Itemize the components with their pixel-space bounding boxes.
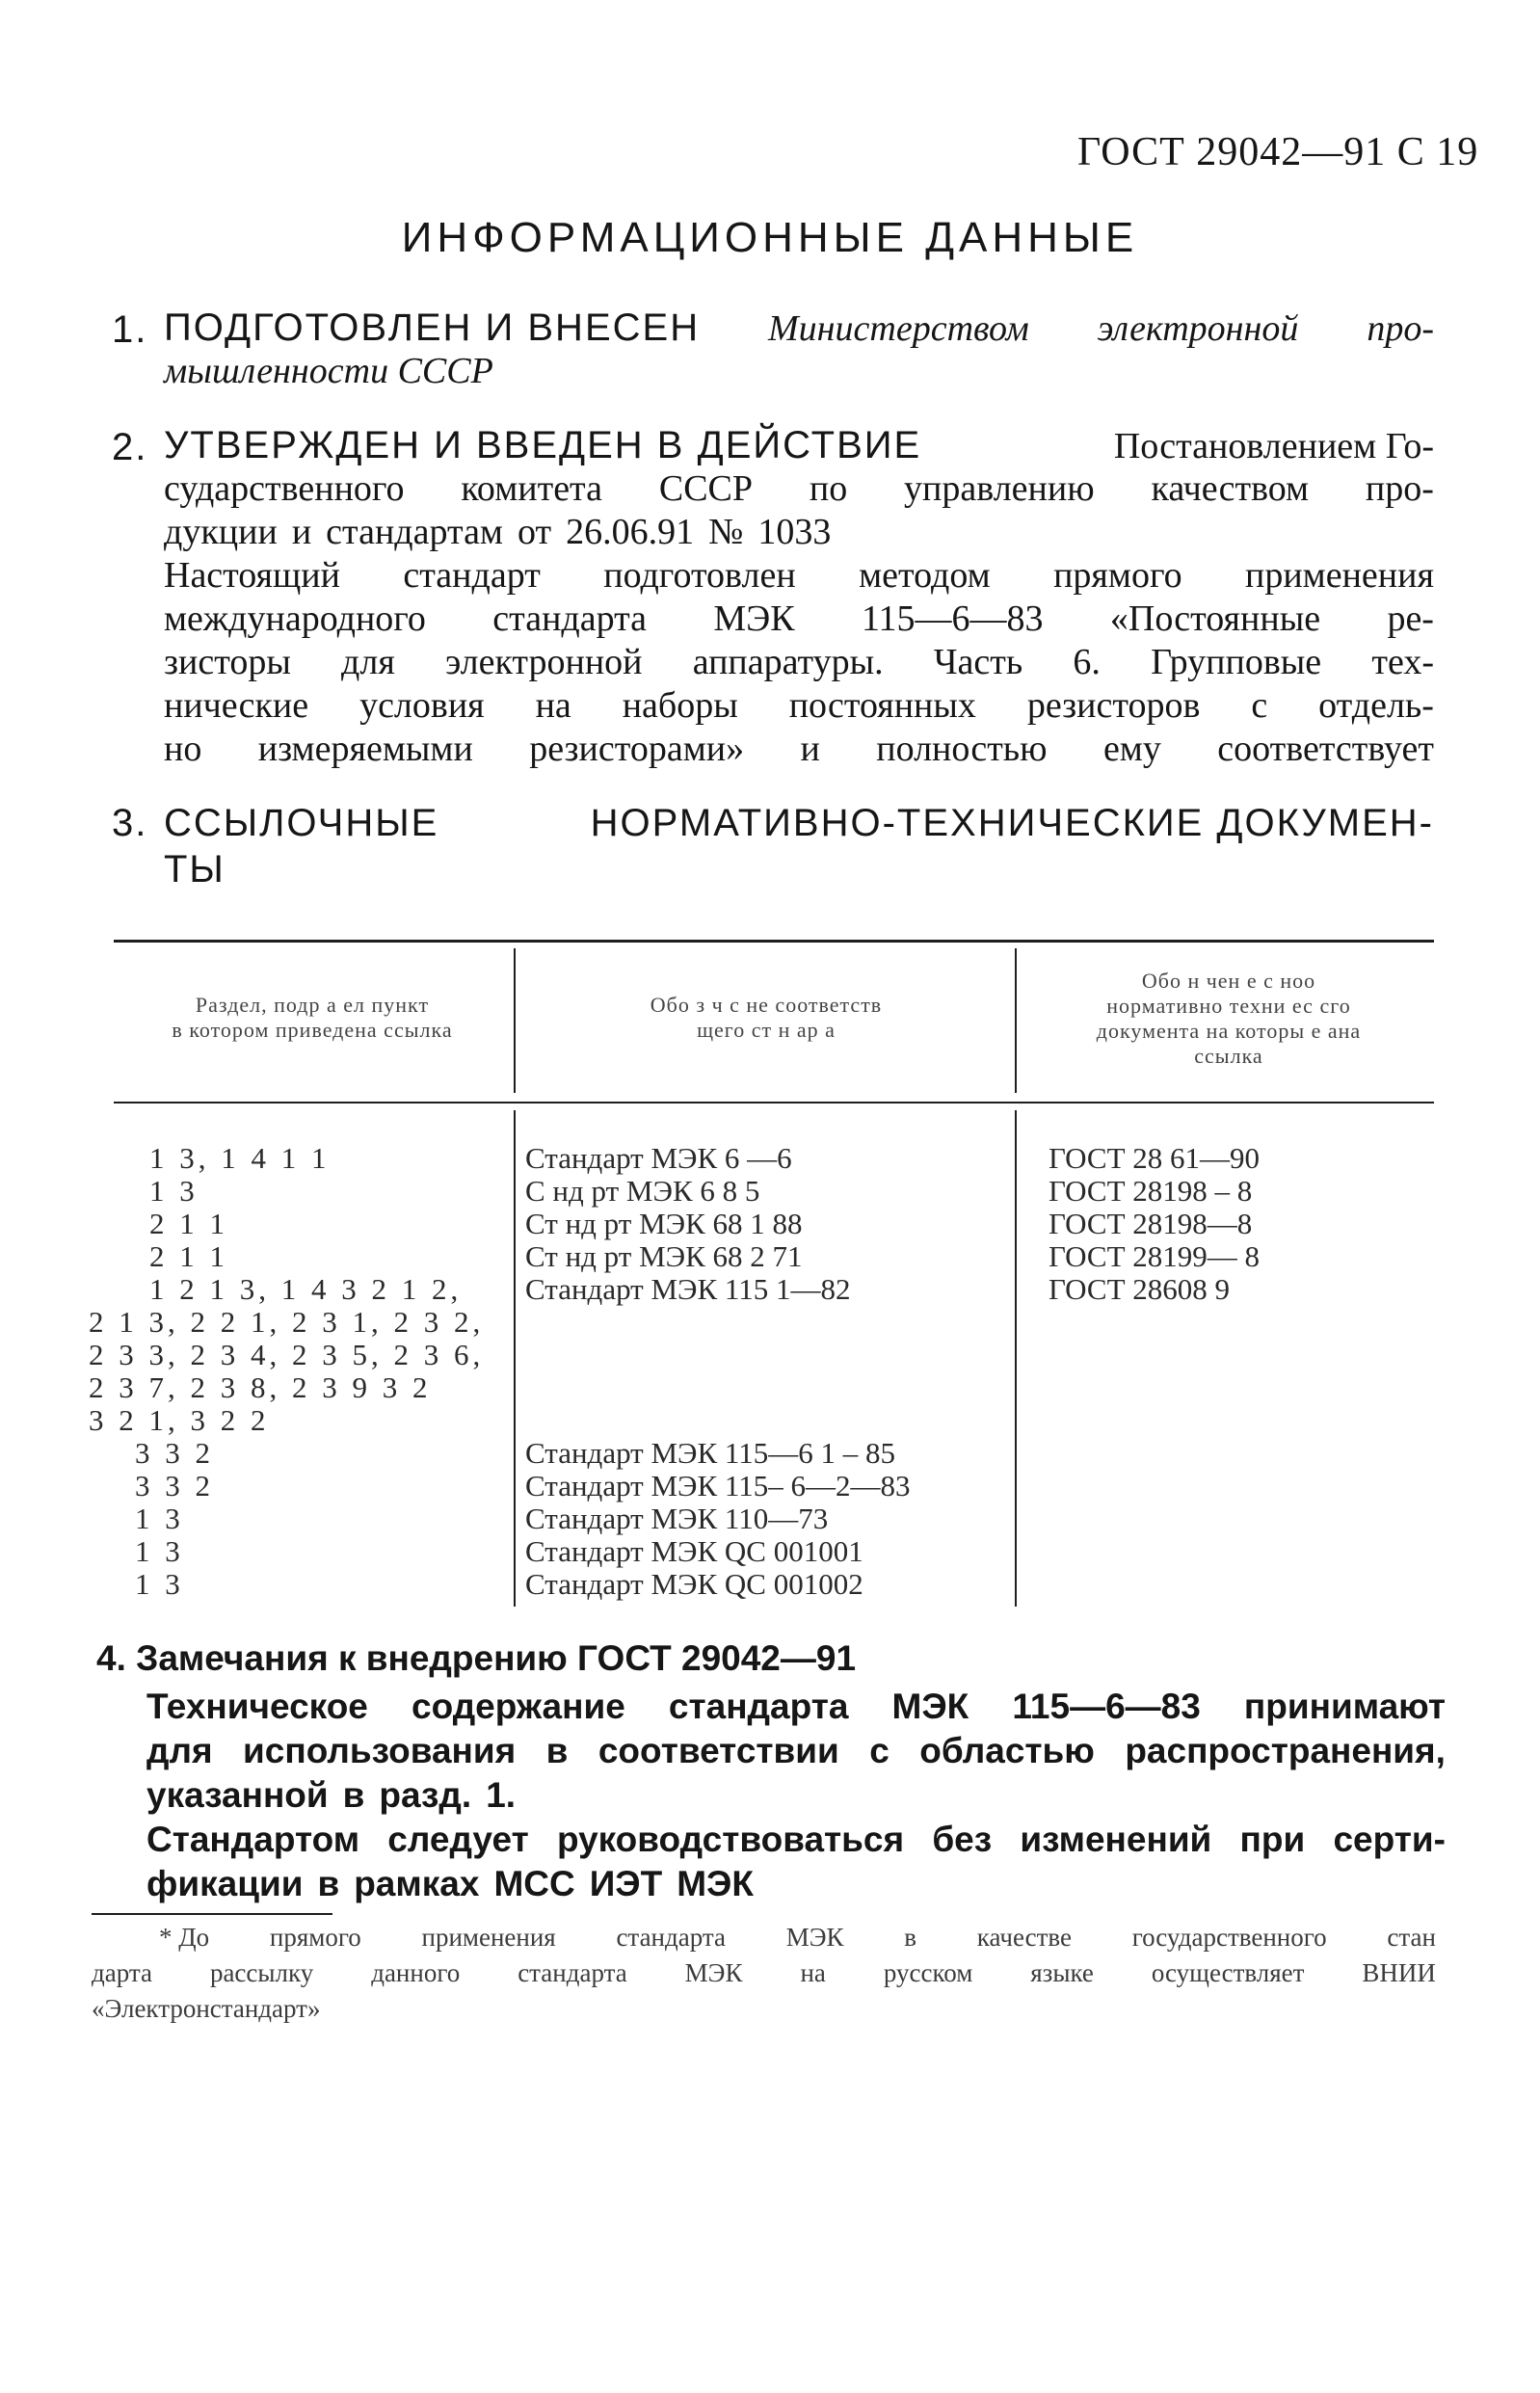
word: использования bbox=[243, 1731, 517, 1770]
word: МСС bbox=[493, 1864, 575, 1903]
word: для bbox=[341, 642, 395, 682]
word: данного bbox=[371, 1958, 461, 1987]
column-divider bbox=[1015, 1110, 1017, 1607]
table-cell: Стандарт МЭК 115—6 1 – 85 bbox=[525, 1436, 896, 1470]
section-heading bbox=[96, 1638, 1446, 1687]
word: МЭК bbox=[891, 1687, 969, 1726]
footnote-rule bbox=[92, 1913, 332, 1915]
word: 26.06.91 bbox=[566, 512, 695, 552]
word: следует bbox=[387, 1820, 529, 1859]
word: в bbox=[342, 1775, 365, 1815]
table-cell: Стандарт МЭК 110—73 bbox=[525, 1502, 829, 1535]
word: с bbox=[869, 1731, 889, 1770]
word: но bbox=[164, 729, 202, 769]
word: постоянных bbox=[788, 685, 976, 726]
word: 1. bbox=[486, 1775, 517, 1815]
text-line bbox=[146, 1864, 1446, 1908]
word: стандарт bbox=[403, 555, 541, 596]
word: разд. bbox=[379, 1775, 472, 1815]
word: 115—6—83 bbox=[1012, 1687, 1201, 1726]
word: распространения, bbox=[1125, 1731, 1446, 1770]
word: русском bbox=[883, 1958, 973, 1987]
word: международного bbox=[164, 598, 426, 639]
table-cell: 2 1 1 bbox=[149, 1207, 228, 1240]
table-cell: 1 3 bbox=[149, 1174, 199, 1208]
word: в bbox=[904, 1923, 917, 1952]
word: МЭК bbox=[785, 1923, 844, 1952]
table-cell: ГОСТ 28 61—90 bbox=[1049, 1141, 1261, 1175]
word: полностью bbox=[876, 729, 1048, 769]
document-title: ИНФОРМАЦИОННЫЕ ДАННЫЕ bbox=[401, 214, 1139, 261]
word: и bbox=[800, 729, 820, 769]
header-text: Раздел, подр а ел пункт bbox=[195, 993, 430, 1017]
header-text: Обо н чен е с ноо bbox=[1141, 969, 1316, 993]
text-line bbox=[146, 1820, 1446, 1864]
word: измеряемыми bbox=[257, 729, 473, 769]
table-cell: Стандарт МЭК 115– 6—2—83 bbox=[525, 1469, 911, 1502]
word: 1033 bbox=[757, 512, 832, 552]
word: без bbox=[932, 1820, 993, 1859]
footnote bbox=[92, 1923, 1436, 2030]
word: по bbox=[809, 468, 848, 509]
word: рамках bbox=[354, 1864, 480, 1903]
word: применения bbox=[421, 1923, 556, 1952]
word: рассылку bbox=[209, 1958, 314, 1987]
header-text: щего ст н ар а bbox=[697, 1018, 836, 1042]
table-cell: ГОСТ 28198—8 bbox=[1049, 1207, 1253, 1240]
word: Стандартом bbox=[146, 1820, 360, 1859]
word: стандарта bbox=[668, 1687, 849, 1726]
word: электронной bbox=[445, 642, 643, 682]
word: аппаратуры. bbox=[692, 642, 884, 682]
table-cell: Ст нд рт МЭК 68 2 71 bbox=[525, 1239, 803, 1273]
column-divider bbox=[1015, 948, 1017, 1093]
word: применения bbox=[1245, 555, 1434, 596]
word: Министерством bbox=[768, 308, 1029, 349]
word: резисторов bbox=[1026, 685, 1201, 726]
word: в bbox=[545, 1731, 569, 1770]
section-heading: ССЫЛОЧНЫЕ bbox=[164, 802, 439, 844]
table-cell: Стандарт МЭК QC 001002 bbox=[525, 1567, 863, 1601]
word: прямого bbox=[1053, 555, 1182, 596]
word: мышленности СССР bbox=[164, 351, 493, 391]
word: стандарта bbox=[492, 598, 648, 639]
section-heading: НОРМАТИВНО-ТЕХНИЧЕСКИЕ ДОКУМЕН- bbox=[590, 802, 1434, 844]
table-top-rule bbox=[114, 940, 1434, 943]
table-cell: Стандарт МЭК 115 1—82 bbox=[525, 1272, 851, 1306]
text-line bbox=[146, 1687, 1446, 1731]
word: резисторами» bbox=[529, 729, 745, 769]
word: стандарта bbox=[518, 1958, 627, 1987]
word: тех- bbox=[1371, 642, 1434, 682]
column-header-gost bbox=[1022, 969, 1436, 1069]
word: соответствует bbox=[1217, 729, 1434, 769]
word: в bbox=[317, 1864, 340, 1903]
word: на bbox=[535, 685, 571, 726]
word: дукции bbox=[164, 512, 278, 552]
header-text: документа на которы е ана bbox=[1096, 1019, 1362, 1043]
word: зисторы bbox=[164, 642, 291, 682]
word: ВНИИ bbox=[1362, 1958, 1436, 1987]
word: подготовлен bbox=[603, 555, 796, 596]
header-text: ссылка bbox=[1194, 1044, 1263, 1068]
word: стандарта bbox=[616, 1923, 726, 1952]
table-cell: ГОСТ 28199— 8 bbox=[1049, 1239, 1261, 1273]
word: отдель- bbox=[1318, 685, 1434, 726]
text-line bbox=[92, 1923, 1436, 1958]
word: Техническое bbox=[146, 1687, 368, 1726]
heading-text: 4. Замечания к внедрению ГОСТ 29042—91 bbox=[96, 1638, 857, 1678]
word: с bbox=[1251, 685, 1268, 726]
word: № bbox=[708, 512, 744, 552]
word: ему bbox=[1102, 729, 1161, 769]
word: дарта bbox=[92, 1958, 152, 1987]
word: руководствоваться bbox=[556, 1820, 905, 1859]
word: МЭК bbox=[713, 598, 795, 639]
word: про- bbox=[1365, 468, 1434, 509]
word: «Постоянные bbox=[1109, 598, 1321, 639]
word: изменений bbox=[1020, 1820, 1212, 1859]
table-cell: 2 1 3, 2 2 1, 2 3 1, 2 3 2, bbox=[89, 1305, 485, 1339]
text-line bbox=[146, 1775, 1446, 1820]
word: содержание bbox=[412, 1687, 625, 1726]
header-text: Обо з ч с не соответств bbox=[650, 993, 883, 1017]
word: стандартам bbox=[326, 512, 503, 552]
text-line bbox=[92, 1994, 1436, 2030]
word: МЭК bbox=[684, 1958, 743, 1987]
word: Групповые bbox=[1151, 642, 1322, 682]
word: нические bbox=[164, 685, 309, 726]
word: для bbox=[146, 1731, 213, 1770]
word: Часть bbox=[933, 642, 1023, 682]
running-head: ГОСТ 29042—91 С 19 bbox=[1077, 130, 1479, 174]
table-cell: 1 3 bbox=[135, 1567, 184, 1601]
word: на bbox=[800, 1958, 826, 1987]
word: фикации bbox=[146, 1864, 304, 1903]
column-header-iec-standard bbox=[520, 993, 1012, 1043]
table-cell: Стандарт МЭК 6 —6 bbox=[525, 1141, 792, 1175]
table-cell: ГОСТ 28608 9 bbox=[1049, 1272, 1231, 1306]
word: качестве bbox=[976, 1923, 1072, 1952]
section-heading: УТВЕРЖДЕН И ВВЕДЕН В ДЕЙСТВИЕ bbox=[164, 424, 922, 466]
word: управлению bbox=[904, 468, 1095, 509]
section-heading: ТЫ bbox=[164, 848, 226, 891]
word: языке bbox=[1030, 1958, 1094, 1987]
word: областью bbox=[919, 1731, 1095, 1770]
word: и bbox=[291, 512, 312, 552]
table-cell: 2 3 3, 2 3 4, 2 3 5, 2 3 6, bbox=[89, 1338, 485, 1371]
table-cell: 1 3, 1 4 1 1 bbox=[149, 1141, 331, 1175]
text-line bbox=[146, 1731, 1446, 1775]
word: осуществляет bbox=[1151, 1958, 1305, 1987]
section-number: 1. bbox=[112, 308, 148, 351]
table-cell: С нд рт МЭК 6 8 5 bbox=[525, 1174, 760, 1208]
column-divider bbox=[514, 1110, 516, 1607]
word: условия bbox=[359, 685, 485, 726]
word: Постановлением Го- bbox=[1113, 426, 1434, 466]
header-text: нормативно техни ес сго bbox=[1106, 994, 1351, 1018]
table-cell: 1 3 bbox=[135, 1502, 184, 1535]
word: сударственного bbox=[164, 468, 405, 509]
word: наборы bbox=[622, 685, 738, 726]
table-cell: 2 1 1 bbox=[149, 1239, 228, 1273]
word: качеством bbox=[1151, 468, 1310, 509]
word: электронной bbox=[1097, 308, 1299, 349]
word: принимают bbox=[1243, 1687, 1446, 1726]
word: Настоящий bbox=[164, 555, 340, 596]
word: серти- bbox=[1333, 1820, 1446, 1859]
table-cell: 2 3 7, 2 3 8, 2 3 9 3 2 bbox=[89, 1370, 432, 1404]
table-cell: 1 2 1 3, 1 4 3 2 1 2, bbox=[149, 1272, 463, 1306]
text-line bbox=[92, 1958, 1436, 1994]
section-4 bbox=[96, 1638, 1446, 1908]
word: 6. bbox=[1073, 642, 1101, 682]
table-cell: Стандарт МЭК QC 001001 bbox=[525, 1534, 863, 1568]
word: «Электронстандарт» bbox=[92, 1994, 321, 2023]
table-cell: Ст нд рт МЭК 68 1 88 bbox=[525, 1207, 803, 1240]
word: стан bbox=[1387, 1923, 1436, 1952]
word: СССР bbox=[658, 468, 754, 509]
word: ИЭТ bbox=[589, 1864, 663, 1903]
word: про- bbox=[1367, 308, 1434, 349]
table-header-rule bbox=[114, 1102, 1434, 1103]
column-divider bbox=[514, 948, 516, 1093]
word: при bbox=[1239, 1820, 1306, 1859]
header-text: в котором приведена ссылка bbox=[172, 1018, 453, 1042]
section-number: 2. bbox=[112, 426, 148, 468]
word: методом bbox=[859, 555, 991, 596]
table-cell: 3 3 2 bbox=[135, 1436, 214, 1470]
word: МЭК bbox=[677, 1864, 754, 1903]
word: государственного bbox=[1131, 1923, 1327, 1952]
section-number: 3. bbox=[112, 802, 148, 844]
word: соответствии bbox=[597, 1731, 839, 1770]
word: от bbox=[517, 512, 552, 552]
word: указанной bbox=[146, 1775, 329, 1815]
table-cell: 3 2 1, 3 2 2 bbox=[89, 1403, 270, 1437]
table-cell: 3 3 2 bbox=[135, 1469, 214, 1502]
word: * До bbox=[159, 1923, 210, 1952]
word: ре- bbox=[1387, 598, 1434, 639]
word: прямого bbox=[269, 1923, 361, 1952]
table-cell: 1 3 bbox=[135, 1534, 184, 1568]
section-heading: ПОДГОТОВЛЕН И ВНЕСЕН bbox=[164, 306, 701, 349]
table-cell: ГОСТ 28198 – 8 bbox=[1049, 1174, 1253, 1208]
word: комитета bbox=[461, 468, 602, 509]
word: 115—6—83 bbox=[861, 598, 1044, 639]
column-header-section bbox=[114, 993, 511, 1043]
